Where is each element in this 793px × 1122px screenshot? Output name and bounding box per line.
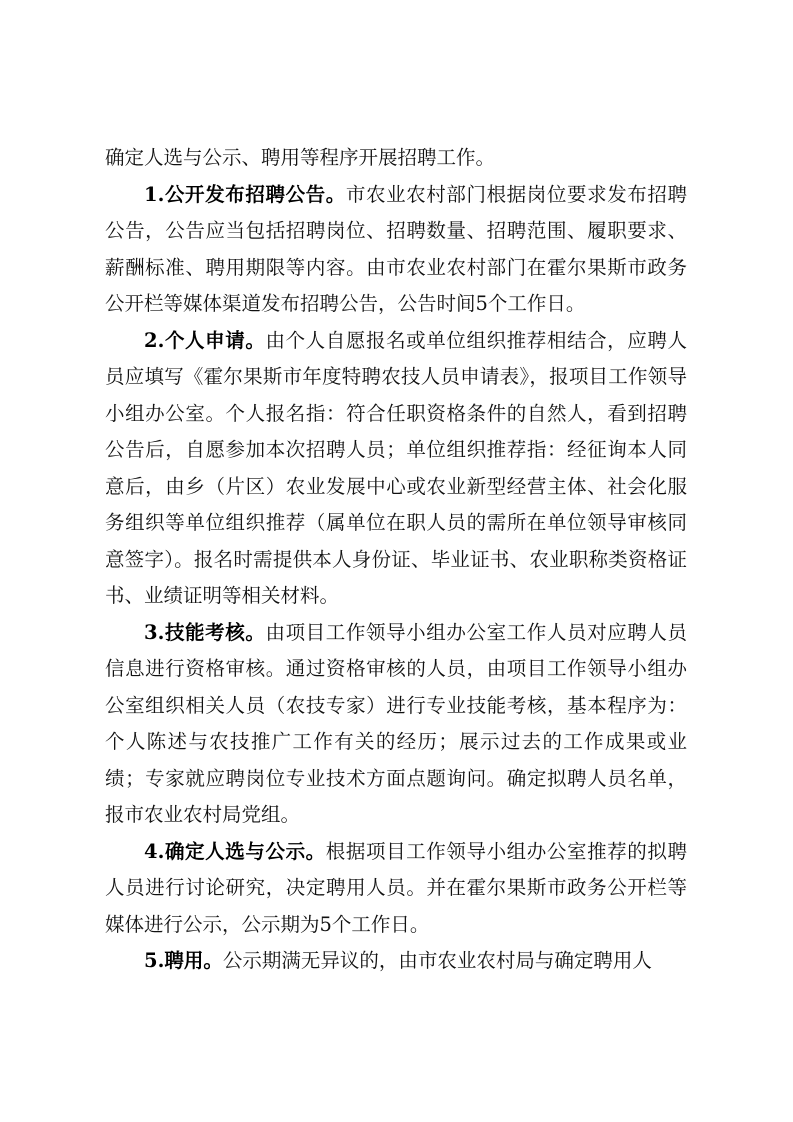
paragraph-text: 根据项目工作领导小组办公室推荐的拟聘人员进行讨论研究，决定聘用人员。并在霍尔果斯市政务公开栏等媒体进行公示，公示期为5个工作日。 [105, 839, 687, 936]
paragraph-text: 确定人选与公示、聘用等程序开展招聘工作。 [105, 146, 496, 169]
paragraph-publish-notice [105, 177, 687, 323]
paragraph-heading: 2.个人申请。 [144, 328, 266, 352]
paragraph-text: 市农业农村部门根据岗位要求发布招聘公告，公告应当包括招聘岗位、招聘数量、招聘范围、履职要求、薪酬标准、聘用期限等内容。由市农业农村部门在霍尔果斯市政务公开栏等媒体渠道发布招聘公告，公告时间5个工作日。 [105, 182, 687, 315]
paragraph-heading: 3.技能考核。 [144, 620, 266, 644]
paragraph-continuation [105, 140, 687, 177]
paragraph-heading: 5.聘用。 [144, 949, 223, 972]
paragraph-heading: 1.公开发布招聘公告。 [144, 182, 346, 206]
paragraph-selection-publicity [105, 834, 687, 944]
document-body [105, 140, 687, 980]
paragraph-heading: 4.确定人选与公示。 [144, 839, 326, 863]
paragraph-text: 由个人自愿报名或单位组织推荐相结合，应聘人员应填写《霍尔果斯市年度特聘农技人员申请表》，报项目工作领导小组办公室。个人报名指：符合任职资格条件的自然人，看到招聘公告后，自愿参加本次招聘人员；单位组织推荐指：经征询本人同意后，由乡（片区）农业发展中心或农业新型经营主体、社会化服务组织等单位组织推荐（属单位在职人员的需所在单位领导审核同意签字）。报名时需提供本人身份证、毕业证书、农业职称类资格证书、业绩证明等相关材料。 [105, 328, 687, 607]
paragraph-text: 公示期满无异议的，由市农业农村局与确定聘用人 [222, 949, 652, 972]
paragraph-personal-application [105, 323, 687, 615]
paragraph-employment [105, 943, 687, 980]
paragraph-skill-assessment [105, 615, 687, 834]
paragraph-text: 由项目工作领导小组办公室工作人员对应聘人员信息进行资格审核。通过资格审核的人员，由项目工作领导小组办公室组织相关人员（农技专家）进行专业技能考核，基本程序为：个人陈述与农技推广工作有关的经历；展示过去的工作成果或业绩；专家就应聘岗位专业技术方面点题询问。确定拟聘人员名单，报市农业农村局党组。 [105, 620, 687, 826]
